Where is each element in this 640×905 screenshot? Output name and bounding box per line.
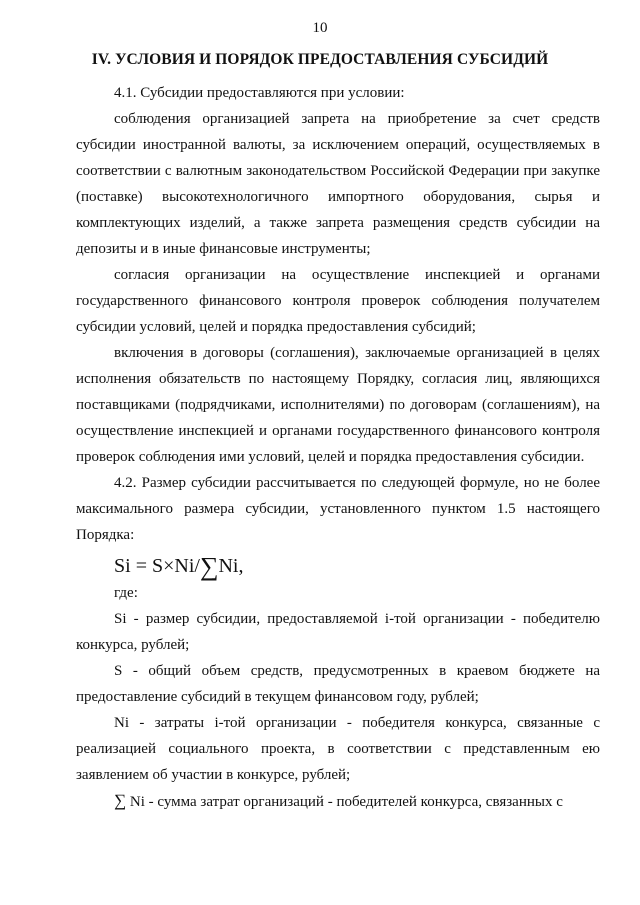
definition-sum-ni-text: Ni - сумма затрат организаций - победителей конкурса, связанных с	[129, 794, 563, 810]
formula-equals: =	[135, 555, 147, 577]
document-body	[76, 80, 600, 815]
where-label: где:	[114, 585, 138, 601]
condition-paragraph-1: соблюдения организацией запрета на приобретение за счет средств субсидии иностранной валюты, за исключением операций, осуществляемых в соответствии с валютным законодательством Российской Федерации при закупке (поставке) высокотехнологичного импортного оборудования, сырья и комплектующих изделий, а также запрета размещения средств субсидии на депозиты и в иные финансовые инструменты;	[76, 111, 600, 257]
formula-product: S×Ni/	[151, 555, 200, 577]
page-number: 10	[312, 20, 328, 36]
formula-sum-term: Ni,	[218, 555, 244, 577]
sum-symbol: ∑	[199, 552, 219, 581]
formula-lhs: Si	[114, 555, 131, 577]
subsidy-formula	[76, 552, 600, 582]
condition-paragraph-3: включения в договоры (соглашения), заключаемые организацией в целях исполнения обязательств по настоящему Порядку, согласия лиц, являющихся поставщиками (подрядчиками, исполнителями) по договорам (соглашениям), на осуществление инспекцией и органами государственного финансового контроля проверок соблюдения ими условий, целей и порядка предоставления субсидии.	[76, 345, 600, 465]
definition-sum-ni	[76, 788, 600, 815]
definition-si: Si - размер субсидии, предоставляемой i-той организации - победителю конкурса, рублей;	[76, 611, 600, 653]
section-title: IV. УСЛОВИЯ И ПОРЯДОК ПРЕДОСТАВЛЕНИЯ СУБСИДИЙ	[91, 51, 549, 68]
definition-s: S - общий объем средств, предусмотренных в краевом бюджете на предоставление субсидий в текущем финансовом году, рублей;	[76, 663, 600, 705]
clause-4-1-intro: 4.1. Субсидии предоставляются при условии:	[114, 85, 405, 101]
clause-4-2-intro: 4.2. Размер субсидии рассчитывается по следующей формуле, но не более максимального размера субсидии, установленного пунктом 1.5 настоящего Порядка:	[76, 475, 600, 543]
definition-ni: Ni - затраты i-той организации - победителя конкурса, связанные с реализацией социального проекта, в соответствии с представленным ею заявлением об участии в конкурсе, рублей;	[76, 715, 600, 783]
condition-paragraph-2: согласия организации на осуществление инспекцией и органами государственного финансового контроля проверок соблюдения получателем субсидии условий, целей и порядка предоставления субсидий;	[76, 267, 600, 335]
sum-symbol-inline: ∑	[114, 791, 127, 810]
